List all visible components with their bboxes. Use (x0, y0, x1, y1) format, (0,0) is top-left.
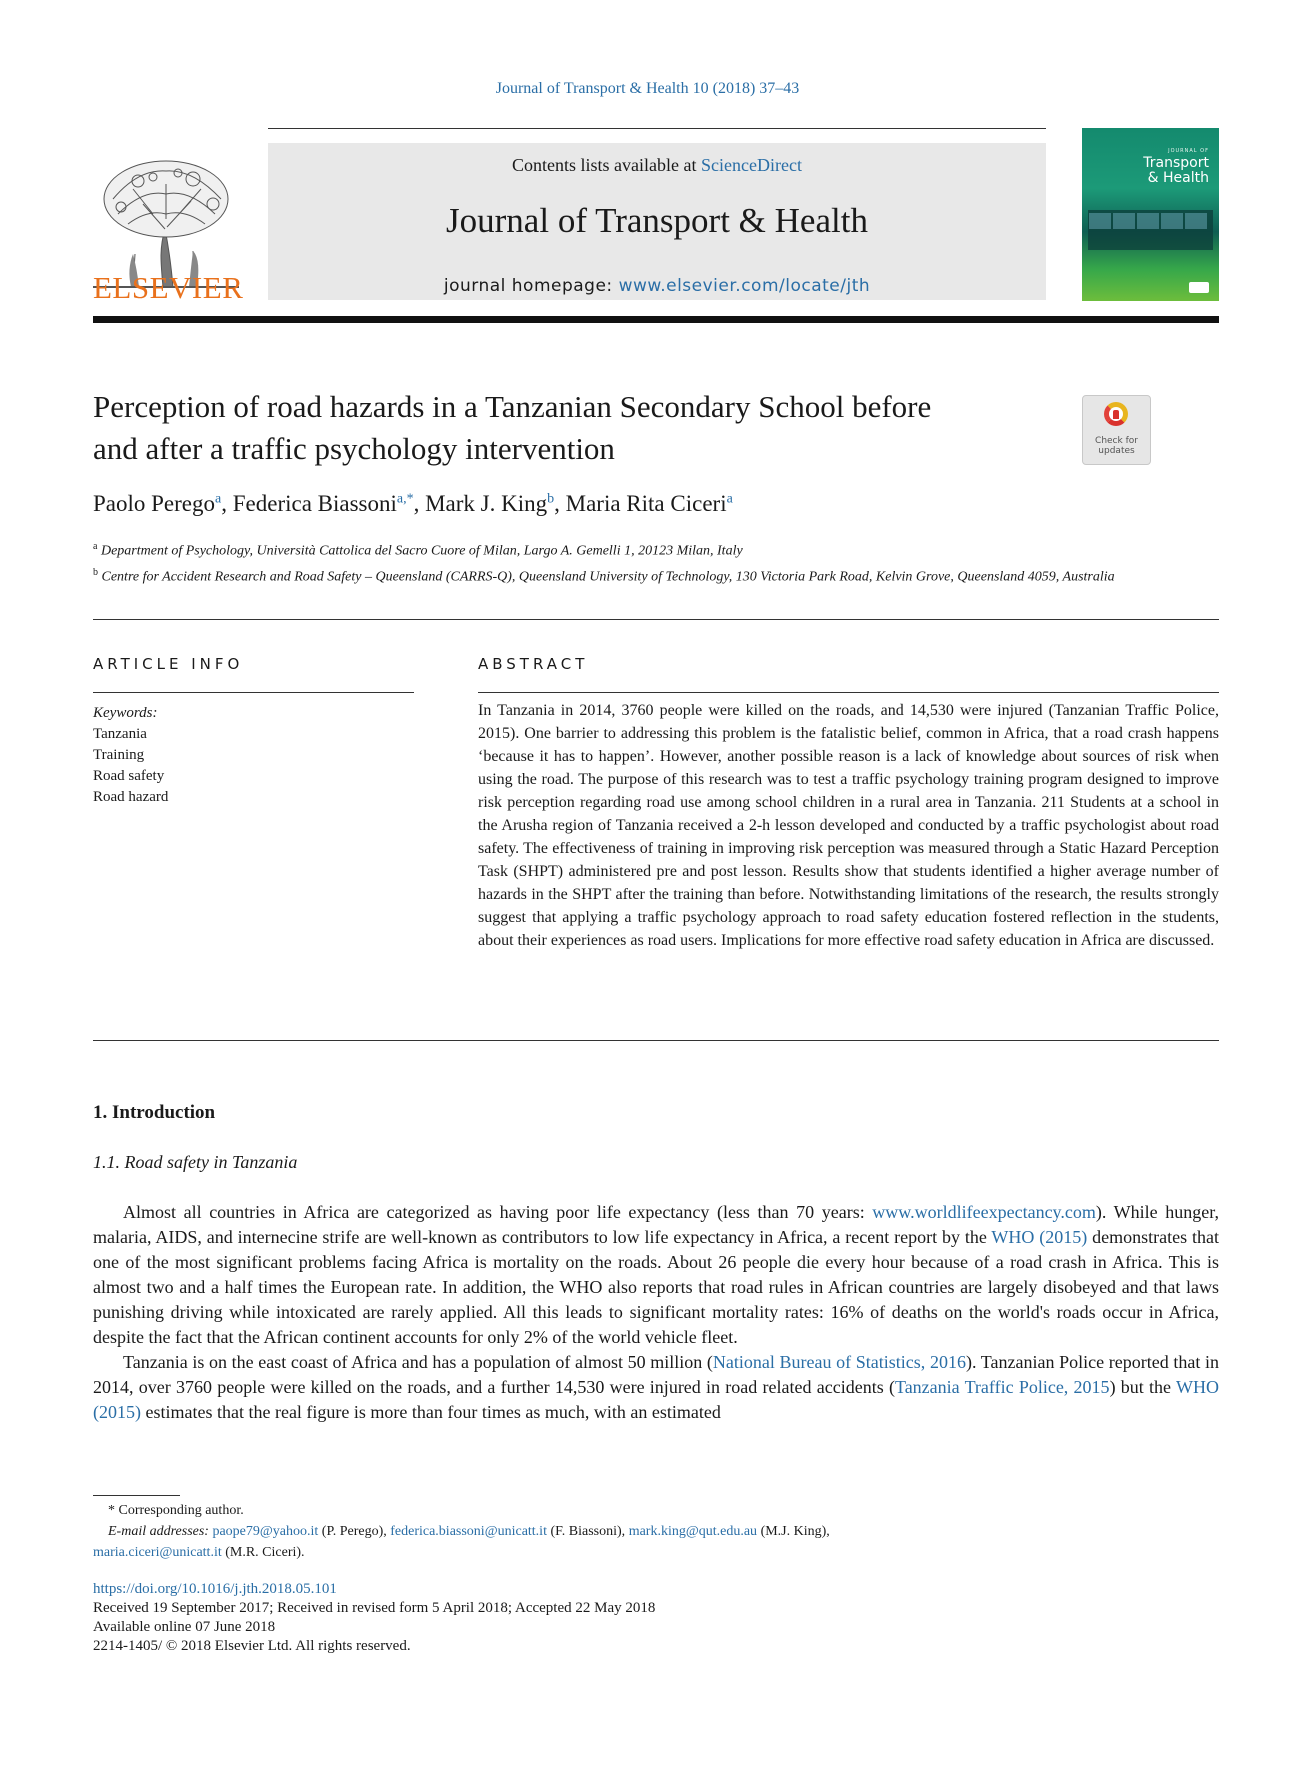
footnote-rule (93, 1495, 180, 1496)
homepage-prefix: journal homepage: (443, 276, 619, 296)
author-list: Paolo Perego$^a$, Federica Biassoni$^{a,*}$, Mark J. King$^b$, Maria Rita Ciceri$^a$ (93, 491, 733, 516)
check-for-updates-button[interactable] (1082, 395, 1151, 465)
footnotes (93, 1500, 1219, 1563)
journal-masthead (268, 143, 1046, 300)
paragraph: Almost all countries in Africa are categorized as having poor life expectancy (less than 70 years: www.worldlifeexpectancy.com). While hunger, malaria, AIDS, and internecine strife are well-known as contributors to low life expectancy in Africa, a recent report by the WHO (2015) demonstrates that one of the most significant problems facing Africa is mortality on the roads. About 26 people die every hour because of a road crash in Africa. This is almost two and a half times the European rate. In addition, the WHO also reports that road rules in African countries are largely disobeyed and that laws punishing driving while intoxicated are rarely applied. All this leads to significant mortality rates: 16% of deaths on the world's roads occur in Africa, despite the fact that the African continent accounts for only 2% of the world vehicle fleet. (93, 1202, 1220, 1347)
email-link[interactable]: maria.ciceri@unicatt.it (93, 1545, 222, 1560)
paragraph: Tanzania is on the east coast of Africa and has a population of almost 50 million (National Bureau of Statistics, 2016). Tanzanian Police reported that in 2014, over 3760 people were killed on the roads, and a further 14,530 were injured in road related accidents (Tanzania Traffic Police, 2015) but the WHO (2015) estimates that the real figure is more than four times as much, with an estimated (93, 1352, 1219, 1422)
homepage-line (268, 276, 1046, 296)
author-affil-link[interactable]: a,* (396, 491, 414, 507)
citation-link[interactable]: www.worldlifeexpectancy.com (872, 1202, 1096, 1222)
cover-title-line1: Transport (1143, 155, 1209, 171)
article-info-heading: ARTICLE INFO (93, 655, 244, 673)
citation-link[interactable]: WHO (2015) (93, 1377, 1219, 1422)
journal-cover-thumbnail[interactable] (1082, 128, 1219, 301)
bookmark-icon (1104, 402, 1128, 426)
received-dates: Received 19 September 2017; Received in revised form 5 April 2018; Accepted 22 May 2018 (93, 1600, 656, 1616)
subsection-heading: 1.1. Road safety in Tanzania (93, 1152, 298, 1172)
keyword-item: Tanzania (93, 726, 147, 742)
email-link[interactable]: paope79@yahoo.it (212, 1524, 319, 1539)
abstract-rule (478, 692, 1219, 693)
paper-title (93, 386, 1073, 470)
section-rule (93, 1040, 1219, 1041)
affiliation-b: $^b$ Centre for Accident Research and Road Safety – Queensland (CARRS-Q), Queensland University of Technology, 130 Victoria Park Road, Kelvin Grove, Queensland 4059, Australia (93, 566, 1115, 585)
affiliation-a: $^a$ Department of Psychology, Università Cattolica del Sacro Cuore of Milan, Largo A. Gemelli 1, 20123 Milan, Italy (93, 541, 743, 559)
author-affil-link[interactable]: a (726, 491, 733, 507)
citation-link[interactable]: Tanzania Traffic Police, 2015 (894, 1377, 1110, 1397)
article-info-rule (93, 692, 414, 693)
keyword-item: Road safety (93, 768, 165, 784)
affiliations (93, 536, 1219, 587)
contents-line (268, 155, 1046, 176)
email-link[interactable]: federica.biassoni@unicatt.it (390, 1524, 547, 1539)
introduction-body (93, 1200, 1219, 1425)
keywords-block (93, 703, 168, 808)
contents-prefix: Contents lists available at (512, 155, 701, 175)
email-addresses-cont: maria.ciceri@unicatt.it (M.R. Ciceri). (93, 1545, 305, 1560)
author-affil-link[interactable]: a (215, 491, 222, 507)
paper-title-line2: and after a traffic psychology intervention (93, 431, 615, 466)
citation-link[interactable]: WHO (2015) (991, 1227, 1088, 1247)
elsevier-wordmark[interactable]: ELSEVIER (93, 270, 244, 305)
author-name: Mark J. King (425, 491, 548, 516)
abstract-heading: ABSTRACT (478, 655, 589, 673)
cover-publisher-badge (1189, 282, 1209, 293)
journal-title: Journal of Transport & Health (446, 201, 868, 240)
section-rule (93, 619, 1219, 620)
introduction-heading: 1. Introduction (93, 1102, 216, 1123)
publication-info (93, 1580, 655, 1656)
homepage-link[interactable]: www.elsevier.com/locate/jth (618, 276, 871, 296)
paper-title-line1: Perception of road hazards in a Tanzanian Secondary School before (93, 389, 932, 424)
available-online: Available online 07 June 2018 (93, 1619, 276, 1635)
cover-title (1143, 156, 1209, 186)
journal-reference[interactable]: Journal of Transport & Health 10 (2018) 37–43 (495, 80, 800, 97)
author-affil-link[interactable]: b (547, 491, 555, 507)
abstract-text: In Tanzania in 2014, 3760 people were killed on the roads, and 14,530 were injured (Tanzanian Traffic Police, 2015). One barrier to addressing this problem is the fatalistic belief, common in Africa, that a road crash happens ‘because it has to happen’. However, another possible reason is a lack of knowledge about sources of risk when using the road. The purpose of this research was to test a traffic psychology training program designed to improve risk perception regarding road use among school children in a rural area in Tanzania. 211 Students at a school in the Arusha region of Tanzania received a 2-h lesson developed and conducted by a traffic psychologist about road safety. The effectiveness of training in improving risk perception was measured through a Static Hazard Perception Task (SHPT) administered pre and post lesson. Results show that students identified a higher average number of hazards in the SHPT after the training than before. Notwithstanding limitations of the research, the results strongly suggest that applying a traffic psychology approach to road safety education fostered reflection in the students, about their experiences as road users. Implications for more effective road safety education in Africa are discussed. (478, 702, 1219, 949)
email-link[interactable]: mark.king@qut.edu.au (628, 1524, 758, 1539)
keywords-label: Keywords: (93, 705, 158, 721)
top-rule (268, 128, 1046, 129)
keyword-item: Road hazard (93, 789, 169, 805)
copyright: 2214-1405/ © 2018 Elsevier Ltd. All rights reserved. (93, 1638, 411, 1654)
email-addresses: E-mail addresses: paope79@yahoo.it (P. Perego), federica.biassoni@unicatt.it (F. Biassoni), mark.king@qut.edu.au (M.J. King), (108, 1524, 830, 1539)
author-name: Maria Rita Ciceri (565, 491, 727, 516)
check-for-updates-label: Check for updates (1095, 436, 1138, 456)
author-name: Paolo Perego (93, 491, 216, 516)
header-thick-rule (93, 316, 1219, 323)
author-name: Federica Biassoni (232, 491, 397, 516)
cover-photo-strip (1088, 210, 1213, 250)
cover-title-line2: & Health (1147, 170, 1209, 186)
keyword-item: Training (93, 747, 145, 763)
cover-small-text: JOURNAL OF (1168, 148, 1209, 154)
corresponding-author-note: * Corresponding author. (108, 1503, 244, 1518)
doi-link[interactable]: https://doi.org/10.1016/j.jth.2018.05.101 (93, 1581, 337, 1597)
citation-link[interactable]: National Bureau of Statistics, 2016 (712, 1352, 966, 1372)
sciencedirect-link[interactable]: ScienceDirect (701, 155, 802, 175)
